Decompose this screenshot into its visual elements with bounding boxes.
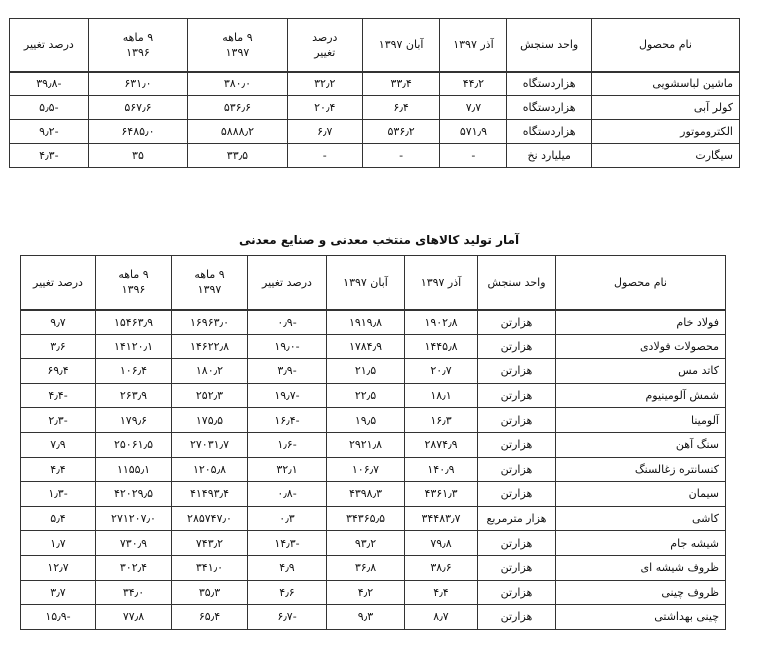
cell-azar: ۸٫۷ xyxy=(405,605,478,630)
table-row xyxy=(10,96,740,120)
header-pct-monthly xyxy=(287,19,362,72)
cell-product: سیمان xyxy=(556,482,726,507)
cell-azar: ۳۴۴۸۳٫۷ xyxy=(405,506,478,531)
cell-azar: ۲۰٫۷ xyxy=(405,359,478,384)
cell-pct-monthly: ۶٫۷ xyxy=(287,120,362,144)
cell-azar: ۷۹٫۸ xyxy=(405,531,478,556)
cell-unit: میلیارد نخ xyxy=(507,144,591,168)
table-row xyxy=(21,432,726,457)
cell-pct-monthly: ۰٫۳ xyxy=(248,506,327,531)
cell-product: کنسانتره زغالسنگ xyxy=(556,457,726,482)
header-aban: آبان ۱۳۹۷ xyxy=(362,19,440,72)
cell-nine97: ۲۷۰۳۱٫۷ xyxy=(172,432,248,457)
cell-azar: ۱۸٫۱ xyxy=(405,383,478,408)
cell-aban: ۱۹٫۵ xyxy=(327,408,405,433)
cell-product: شمش آلومینیوم xyxy=(556,383,726,408)
cell-product: سیگارت xyxy=(591,144,739,168)
cell-pct-annual: -۱٫۳ xyxy=(21,482,96,507)
cell-aban: ۹۳٫۲ xyxy=(327,531,405,556)
cell-product: الکتروموتور xyxy=(591,120,739,144)
cell-nine96: ۲۵۰۶۱٫۵ xyxy=(96,432,172,457)
cell-pct-monthly: ۴٫۹ xyxy=(248,555,327,580)
cell-nine96: ۳۰۲٫۴ xyxy=(96,555,172,580)
cell-pct-annual: ۶۹٫۴ xyxy=(21,359,96,384)
cell-unit: هزارتن xyxy=(478,482,556,507)
cell-nine97: ۱۶۹۶۳٫۰ xyxy=(172,310,248,335)
cell-aban: ۵۳۶٫۲ xyxy=(362,120,440,144)
cell-nine97: ۴۱۴۹۳٫۴ xyxy=(172,482,248,507)
cell-nine96: ۲۶۳٫۹ xyxy=(96,383,172,408)
header-row xyxy=(10,19,740,72)
cell-aban: ۲۹۲۱٫۸ xyxy=(327,432,405,457)
cell-pct-monthly: -۳٫۹ xyxy=(248,359,327,384)
cell-pct-annual: -۵٫۵ xyxy=(10,96,89,120)
table-row xyxy=(21,310,726,335)
cell-unit: هزارتن xyxy=(478,580,556,605)
table-row xyxy=(21,506,726,531)
header-pct-monthly-line1: درصد xyxy=(312,30,338,44)
cell-unit: هزارتن xyxy=(478,334,556,359)
cell-pct-annual: ۷٫۹ xyxy=(21,432,96,457)
production-table-appliances xyxy=(9,18,740,168)
header-pct-annual: درصد تغییر xyxy=(21,256,96,310)
cell-product: محصولات فولادی xyxy=(556,334,726,359)
cell-azar: ۱۶٫۳ xyxy=(405,408,478,433)
cell-nine97: ۱۲۰۵٫۸ xyxy=(172,457,248,482)
cell-nine97: ۵۳۶٫۶ xyxy=(188,96,287,120)
header-aban: آبان ۱۳۹۷ xyxy=(327,256,405,310)
header-azar: آذر ۱۳۹۷ xyxy=(405,256,478,310)
cell-nine97: ۵۸۸۸٫۲ xyxy=(188,120,287,144)
cell-pct-annual: -۹٫۲ xyxy=(10,120,89,144)
cell-pct-annual: ۵٫۴ xyxy=(21,506,96,531)
cell-nine96: ۷۳۰٫۹ xyxy=(96,531,172,556)
cell-aban: ۱۹۱۹٫۸ xyxy=(327,310,405,335)
cell-pct-monthly: -۶٫۷ xyxy=(248,605,327,630)
cell-pct-monthly: ۳۲٫۲ xyxy=(287,72,362,96)
cell-product: ماشین لباسشویی xyxy=(591,72,739,96)
cell-unit: هزارتن xyxy=(478,359,556,384)
header-nine96-line2: ۱۳۹۶ xyxy=(126,45,150,59)
cell-pct-annual: -۴٫۳ xyxy=(10,144,89,168)
cell-nine97: ۱۸۰٫۲ xyxy=(172,359,248,384)
cell-nine96: ۶۴۸۵٫۰ xyxy=(88,120,187,144)
cell-nine96: ۴۲۰۲۹٫۵ xyxy=(96,482,172,507)
cell-pct-annual: -۳۹٫۸ xyxy=(10,72,89,96)
cell-nine97: ۳۴۱٫۰ xyxy=(172,555,248,580)
header-product: نام محصول xyxy=(556,256,726,310)
header-nine-month-1397 xyxy=(188,19,287,72)
table2-body xyxy=(21,310,726,630)
header-azar: آذر ۱۳۹۷ xyxy=(440,19,507,72)
header-nine97-line2: ۱۳۹۷ xyxy=(197,283,222,297)
cell-azar: ۳۸٫۶ xyxy=(405,555,478,580)
cell-pct-annual: ۳٫۶ xyxy=(21,334,96,359)
cell-aban: ۱۰۶٫۷ xyxy=(327,457,405,482)
header-nine-month-1396 xyxy=(96,256,172,310)
cell-pct-annual: ۱٫۷ xyxy=(21,531,96,556)
cell-nine96: ۶۳۱٫۰ xyxy=(88,72,187,96)
cell-nine97: ۷۴۳٫۲ xyxy=(172,531,248,556)
cell-aban: ۴٫۲ xyxy=(327,580,405,605)
header-row xyxy=(21,256,726,310)
cell-product: آلومینا xyxy=(556,408,726,433)
cell-pct-monthly: -۱۹٫۷ xyxy=(248,383,327,408)
cell-product: سنگ آهن xyxy=(556,432,726,457)
cell-unit: هزارتن xyxy=(478,531,556,556)
cell-pct-monthly: ۳۲٫۱ xyxy=(248,457,327,482)
cell-pct-annual: -۱۵٫۹ xyxy=(21,605,96,630)
cell-nine96: ۳۴٫۰ xyxy=(96,580,172,605)
cell-azar: ۵۷۱٫۹ xyxy=(440,120,507,144)
cell-pct-annual: -۲٫۳ xyxy=(21,408,96,433)
cell-product: چینی بهداشتی xyxy=(556,605,726,630)
cell-aban: ۴۳۹۸٫۳ xyxy=(327,482,405,507)
cell-nine97: ۶۵٫۴ xyxy=(172,605,248,630)
table-row xyxy=(10,144,740,168)
header-pct-annual: درصد تغییر xyxy=(10,19,89,72)
cell-product: کاتد مس xyxy=(556,359,726,384)
cell-nine96: ۲۷۱۲۰۷٫۰ xyxy=(96,506,172,531)
cell-unit: هزاردستگاه xyxy=(507,96,591,120)
cell-nine97: ۳۵٫۳ xyxy=(172,580,248,605)
header-nine96-line1: ۹ ماهه xyxy=(118,268,149,282)
cell-nine96: ۵۶۷٫۶ xyxy=(88,96,187,120)
cell-pct-annual: ۳٫۷ xyxy=(21,580,96,605)
cell-pct-annual: -۴٫۴ xyxy=(21,383,96,408)
cell-nine96: ۱۱۵۵٫۱ xyxy=(96,457,172,482)
table-row xyxy=(10,72,740,96)
cell-unit: هزارتن xyxy=(478,383,556,408)
header-nine97-line1: ۹ ماهه xyxy=(222,30,253,44)
cell-azar: ۱۴۴۵٫۸ xyxy=(405,334,478,359)
header-nine-month-1396 xyxy=(88,19,187,72)
cell-azar: ۲۸۷۴٫۹ xyxy=(405,432,478,457)
cell-pct-monthly: -۱۹٫۰ xyxy=(248,334,327,359)
table-row xyxy=(21,334,726,359)
cell-aban: ۹٫۳ xyxy=(327,605,405,630)
cell-pct-monthly: -۰٫۸ xyxy=(248,482,327,507)
cell-unit: هزارتن xyxy=(478,408,556,433)
table-row xyxy=(21,531,726,556)
cell-unit: هزارتن xyxy=(478,310,556,335)
cell-nine96: ۱۵۴۶۳٫۹ xyxy=(96,310,172,335)
table-row xyxy=(21,408,726,433)
cell-aban: - xyxy=(362,144,440,168)
header-nine96-line1: ۹ ماهه xyxy=(122,30,154,44)
cell-nine96: ۷۷٫۸ xyxy=(96,605,172,630)
cell-nine97: ۳۸۰٫۰ xyxy=(188,72,287,96)
table-row xyxy=(21,580,726,605)
cell-pct-monthly: -۱٫۶ xyxy=(248,432,327,457)
cell-pct-monthly: ۲۰٫۴ xyxy=(287,96,362,120)
header-nine-month-1397 xyxy=(172,256,248,310)
cell-product: کاشی xyxy=(556,506,726,531)
header-nine97-line2: ۱۳۹۷ xyxy=(225,45,250,59)
header-unit: واحد سنجش xyxy=(507,19,591,72)
table-row xyxy=(21,555,726,580)
cell-unit: هزاردستگاه xyxy=(507,120,591,144)
cell-nine97: ۱۷۵٫۵ xyxy=(172,408,248,433)
table-row xyxy=(21,482,726,507)
cell-product: ظروف شیشه ای xyxy=(556,555,726,580)
table-row xyxy=(21,383,726,408)
header-product: نام محصول xyxy=(591,19,739,72)
cell-pct-annual: ۱۲٫۷ xyxy=(21,555,96,580)
table-row xyxy=(10,120,740,144)
cell-aban: ۳۴۳۶۵٫۵ xyxy=(327,506,405,531)
cell-nine97: ۱۴۶۲۲٫۸ xyxy=(172,334,248,359)
cell-nine97: ۲۸۵۷۴۷٫۰ xyxy=(172,506,248,531)
cell-aban: ۲۲٫۵ xyxy=(327,383,405,408)
cell-product: فولاد خام xyxy=(556,310,726,335)
cell-nine96: ۱۴۱۲۰٫۱ xyxy=(96,334,172,359)
header-nine96-line2: ۱۳۹۶ xyxy=(121,283,146,297)
cell-aban: ۳۳٫۴ xyxy=(362,72,440,96)
cell-unit: هزاردستگاه xyxy=(507,72,591,96)
cell-azar: ۴۴٫۲ xyxy=(440,72,507,96)
cell-aban: ۶٫۴ xyxy=(362,96,440,120)
table-row xyxy=(21,457,726,482)
cell-product: شیشه جام xyxy=(556,531,726,556)
cell-azar: ۴۳۶۱٫۳ xyxy=(405,482,478,507)
cell-pct-annual: ۴٫۴ xyxy=(21,457,96,482)
cell-pct-annual: ۹٫۷ xyxy=(21,310,96,335)
cell-aban: ۲۱٫۵ xyxy=(327,359,405,384)
header-pct-monthly-line2: تغییر xyxy=(314,45,336,59)
header-nine97-line1: ۹ ماهه xyxy=(194,268,225,282)
production-table-mining xyxy=(20,255,726,630)
cell-azar: ۱۴۰٫۹ xyxy=(405,457,478,482)
cell-azar: ۱۹۰۲٫۸ xyxy=(405,310,478,335)
cell-aban: ۱۷۸۴٫۹ xyxy=(327,334,405,359)
cell-unit: هزارتن xyxy=(478,457,556,482)
cell-unit: هزار مترمربع xyxy=(478,506,556,531)
cell-pct-monthly: -۱۶٫۴ xyxy=(248,408,327,433)
table2-title: آمار تولید کالاهای منتخب معدنی و صنایع معدنی xyxy=(238,233,520,247)
cell-unit: هزارتن xyxy=(478,605,556,630)
cell-nine96: ۱۷۹٫۶ xyxy=(96,408,172,433)
cell-pct-monthly: ۴٫۶ xyxy=(248,580,327,605)
cell-unit: هزارتن xyxy=(478,555,556,580)
cell-azar: ۷٫۷ xyxy=(440,96,507,120)
cell-pct-monthly: -۰٫۹ xyxy=(248,310,327,335)
cell-aban: ۳۶٫۸ xyxy=(327,555,405,580)
cell-unit: هزارتن xyxy=(478,432,556,457)
cell-azar: ۴٫۴ xyxy=(405,580,478,605)
cell-product: کولر آبی xyxy=(591,96,739,120)
cell-pct-monthly: - xyxy=(287,144,362,168)
header-pct-monthly: درصد تغییر xyxy=(248,256,327,310)
cell-pct-monthly: -۱۴٫۳ xyxy=(248,531,327,556)
cell-nine96: ۳۵ xyxy=(88,144,187,168)
table-row xyxy=(21,359,726,384)
cell-nine96: ۱۰۶٫۴ xyxy=(96,359,172,384)
cell-nine97: ۲۵۲٫۳ xyxy=(172,383,248,408)
cell-azar: - xyxy=(440,144,507,168)
cell-nine97: ۳۳٫۵ xyxy=(188,144,287,168)
header-unit: واحد سنجش xyxy=(478,256,556,310)
cell-product: ظروف چینی xyxy=(556,580,726,605)
table-row xyxy=(21,605,726,630)
